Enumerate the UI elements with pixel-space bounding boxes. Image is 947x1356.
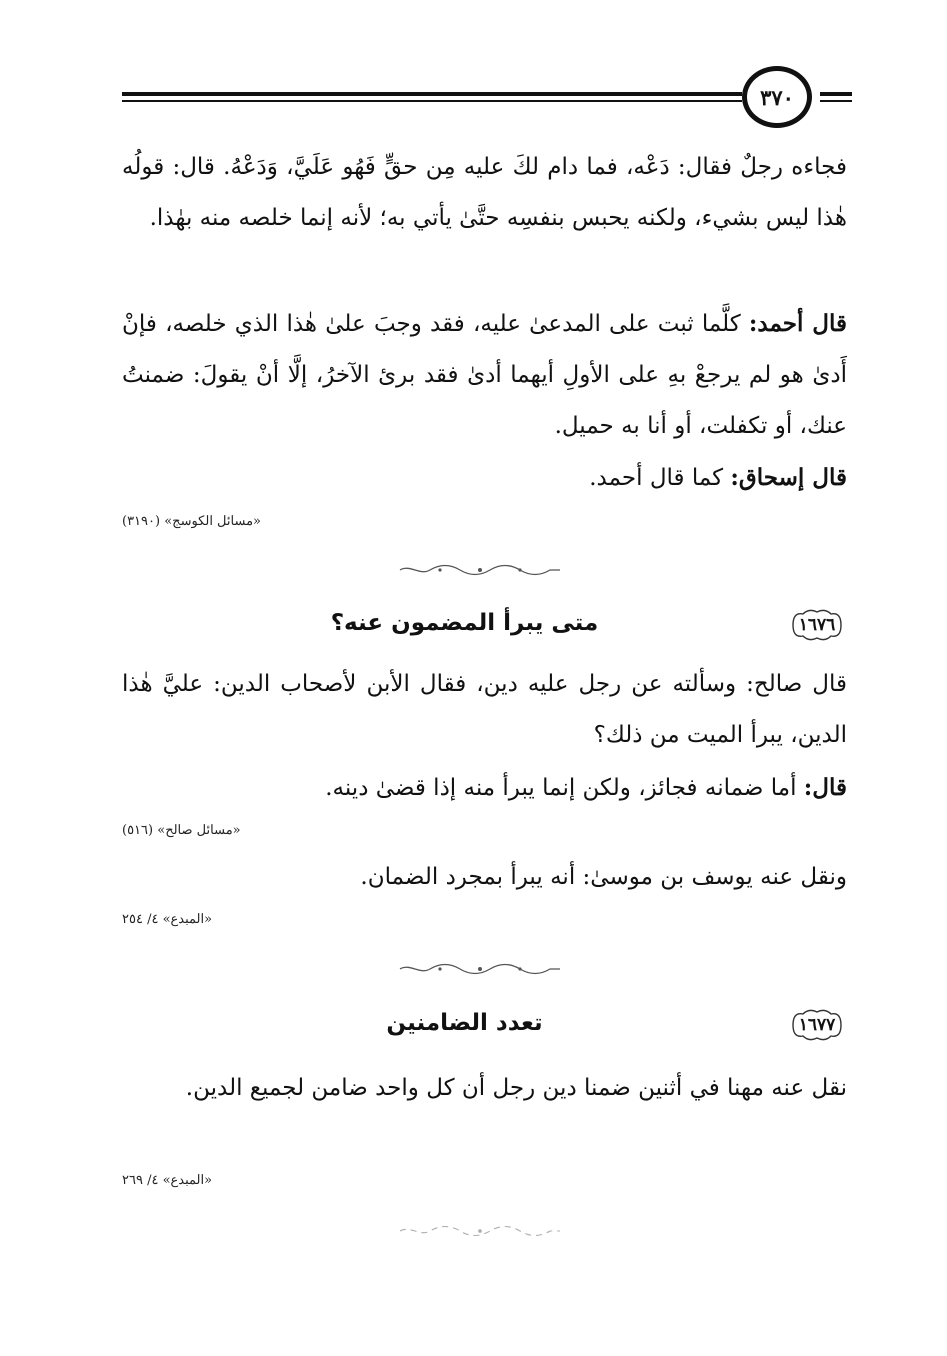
speaker-label: قال: bbox=[803, 774, 847, 801]
ornamental-separator bbox=[398, 962, 562, 976]
paragraph-salih: قال صالح: وسألته عن رجل عليه دين، فقال الأبن لأصحاب الدين: عليَّ هٰذا الدين، يبرأ الميت من ذلك؟ bbox=[122, 671, 847, 748]
page-number: ٣٧٠ bbox=[742, 66, 812, 128]
header-rule-tail-thin bbox=[820, 100, 852, 102]
header-rule-thin bbox=[122, 100, 742, 102]
paragraph-continuation: فجاءه رجلٌ فقال: دَعْه، فما دام لكَ عليه مِن حقٍّ فَهُو عَلَيَّ، وَدَعْهُ. قال: قولُه هٰذا ليس بشيء، ولكنه يحبس بنفسِه حتَّىٰ يأتي به؛ لأنه إنما خلصه منه بهٰذا. bbox=[122, 154, 847, 231]
ornamental-separator bbox=[398, 1224, 562, 1238]
source-citation: «مسائل صالح» (٥١٦) bbox=[122, 823, 241, 838]
paragraph-text: كما قال أحمد. bbox=[589, 465, 731, 491]
source-citation: «المبدع» ٤/ ٢٥٤ bbox=[122, 912, 213, 927]
section-number: ١٦٧٦ bbox=[798, 615, 836, 635]
paragraph-text: كلَّما ثبت على المدعىٰ عليه، فقد وجبَ علىٰ هٰذا الذي خلصه، فإنْ أَدىٰ هو لم يرجعْ بهِ على الأولِ أيهما أدىٰ فقد برئ الآخرُ، إلَّا أنْ يقولَ: ضمنتُ عنك، أو تكفلت، أو أنا به حميل. bbox=[122, 311, 847, 439]
section-title: متى يبرأ المضمون عنه؟ bbox=[330, 610, 599, 636]
speaker-label: قال إسحاق: bbox=[730, 464, 847, 491]
section-title: تعدد الضامنين bbox=[386, 1010, 543, 1036]
paragraph-text: أما ضمانه فجائز، ولكن إنما يبرأ منه إذا قضىٰ دينه. bbox=[325, 775, 804, 801]
speaker-label: قال أحمد: bbox=[748, 310, 847, 337]
header-rule-tail-thick bbox=[820, 92, 852, 96]
paragraph-ishaq bbox=[122, 452, 847, 504]
section-number: ١٦٧٧ bbox=[798, 1015, 836, 1035]
paragraph-yusuf: ونقل عنه يوسف بن موسىٰ: أنه يبرأ بمجرد الضمان. bbox=[360, 864, 847, 890]
ornamental-separator bbox=[398, 563, 562, 577]
paragraph-muhanna: نقل عنه مهنا في أثنين ضمنا دين رجل أن كل واحد ضامن لجميع الدين. bbox=[185, 1075, 847, 1101]
source-citation: «مسائل الكوسج» (٣١٩٠) bbox=[122, 514, 261, 529]
paragraph-ahmad bbox=[122, 298, 847, 452]
header-rule-thick bbox=[122, 92, 742, 96]
section-heading-1676 bbox=[122, 606, 847, 646]
paragraph-qala bbox=[122, 762, 847, 814]
section-heading-1677 bbox=[122, 1006, 847, 1046]
source-citation: «المبدع» ٤/ ٢٦٩ bbox=[122, 1173, 213, 1188]
